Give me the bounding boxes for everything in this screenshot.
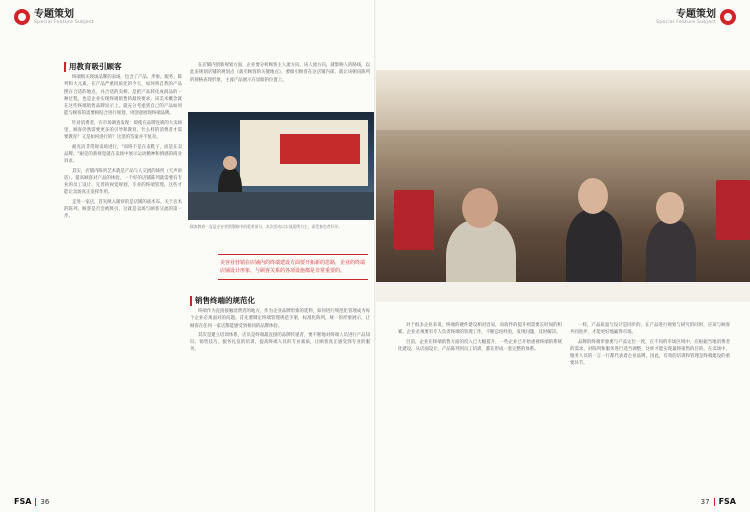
footer-brand: FSA xyxy=(14,497,32,506)
paragraph: 针对消费者，在市场调查发现：即使在品牌连锁的大卖场里，顾客仍然需要更多的引导和教育。什么样的消费者才需要教育？又是如何进行的？这里的答案并不复杂。 xyxy=(64,120,182,141)
header-subtitle: Special Feature Subject xyxy=(656,20,716,25)
paragraph: 在店铺内创新规划方面，企业要分析顾客主人流方向。该人流方向，就影响人的路线，以此来规划店铺的规划点（就引顾客的关键地点），要做引顾客在这店铺内部，就让该朝向陈列的规格表现形象，主流产品展示在显眼的位置上。 xyxy=(190,63,370,83)
article-column-4 xyxy=(570,322,730,487)
footer-divider xyxy=(35,498,36,506)
paragraph: 终端作为直接接触消费者的地方，作为企业品牌形象的延伸，如何进行规范化管理成为每个企业必须面对的问题。首先要制定终端管理规范手册，标准化陈列，统一的形象展示，让顾客在任何一家店都能感受到相同的品牌体验。 xyxy=(190,309,370,329)
audience-photo xyxy=(376,70,750,302)
header-subtitle: Special Feature Subject xyxy=(34,20,94,25)
paragraph: 其次是建立培训体系，店员是终端最直接的品牌传递者，要不断地对终端人员进行产品知识、销售技巧、服务礼仪的培训，提高终端人员的专业素质，让顾客真正感受到专业的服务。 xyxy=(190,332,370,353)
article-column-3 xyxy=(398,322,562,487)
photo-caption: 顾客教育一直是企业营销策略中的重要部分，本次活动以实战案例为主，深受参会者好评。 xyxy=(190,224,342,229)
conference-speaker-photo xyxy=(188,112,374,220)
section-logo-icon xyxy=(14,9,30,25)
article-column-1 xyxy=(64,62,182,482)
footer-brand: FSA xyxy=(718,497,736,506)
paragraph: 品牌的终端形象要与产品定位一致，在不同的市场区域中，应根据当地消费者的需求，对陈列和服务进行适当调整，这样才能实现最终销售的目的。在卖场中，服务人员的一言一行都代表着企业品牌，因此，有效的培训和管理是终端建设的重要环节。 xyxy=(570,339,730,367)
section-title: 用教育吸引顾客 xyxy=(64,62,182,72)
paragraph: 终端购买现场品牌的表场，包含了产品、形象、服务、陈列和大元素。在产品严重同质化的今天，如何将自然的产品摆在合适的地点，并合适的卖相，是把产品转化成商品的一种过程。也是企业实现终端销售的最终要求。该美术概念就在这些终端销售品牌显示上。就充分考虑到自己的产品如何能与顾客的需要相结合进行规划，用创意展现终端品牌。 xyxy=(64,75,182,117)
header-right xyxy=(652,6,736,28)
header-title: 专题策划 xyxy=(34,9,74,20)
pull-quote: 美容业营销在店铺内的终端建设方面要开拓新的思路，企业的终端店铺设计形象、与顾客关系的各项设施都是非常重要的。 xyxy=(218,254,368,280)
article-column-2-bottom xyxy=(190,296,370,486)
header-title: 专题策划 xyxy=(676,9,716,20)
stage-banner xyxy=(280,134,360,164)
footer-right xyxy=(701,497,736,506)
header-left xyxy=(14,6,98,28)
section-title: 销售终端的规范化 xyxy=(190,296,370,306)
paragraph: 对于很多企业来说，终端的硬件建设相对容易，而软件的提升则需要长时间的积累。企业必须要有专人负责终端的管理工作，不断总结经验，发现问题，及时解决。 xyxy=(398,323,562,336)
footer-left xyxy=(14,497,49,506)
paragraph: 目前，企业在终端销售方面的投入已大幅提升，一些企业已开始重视终端的系统化建设，从店面设计、产品陈列到员工培训，都在形成一套完整的体系。 xyxy=(398,339,562,352)
paragraph: 一样，产品质量与设计是同步的，在产品进行规划与研究的同时，应该与顾客共同进步，才能更好地赢得市场。 xyxy=(570,323,730,336)
page-number: 36 xyxy=(40,497,50,506)
footer-divider xyxy=(714,498,715,506)
paragraph: 耐克向非常规卖场进行，"而终不是在卖鞋子，而是在卖品牌。"耐克的新视觉就在卖场中展示运动精神和情感的商业诉求。 xyxy=(64,144,182,165)
paragraph: 走进一家店，首先映入眼帘的是店铺的战术布。关于店术的陈列，顾客是否会被吸引，这就是卖场与顾客交流的第一步。 xyxy=(64,199,182,220)
article-column-2-top xyxy=(190,62,370,110)
page-number: 37 xyxy=(700,497,710,506)
section-logo-icon xyxy=(720,9,736,25)
paragraph: 其实，店铺内陈列艺术就是产品与人交流的场所（天声讲话）。提高顾客对产品的体验，一个好的店铺陈列就需要有专业的员工设计，完善的视觉规划，专业的终端管理，这些才能让卖场真正发挥作用。 xyxy=(64,168,182,196)
